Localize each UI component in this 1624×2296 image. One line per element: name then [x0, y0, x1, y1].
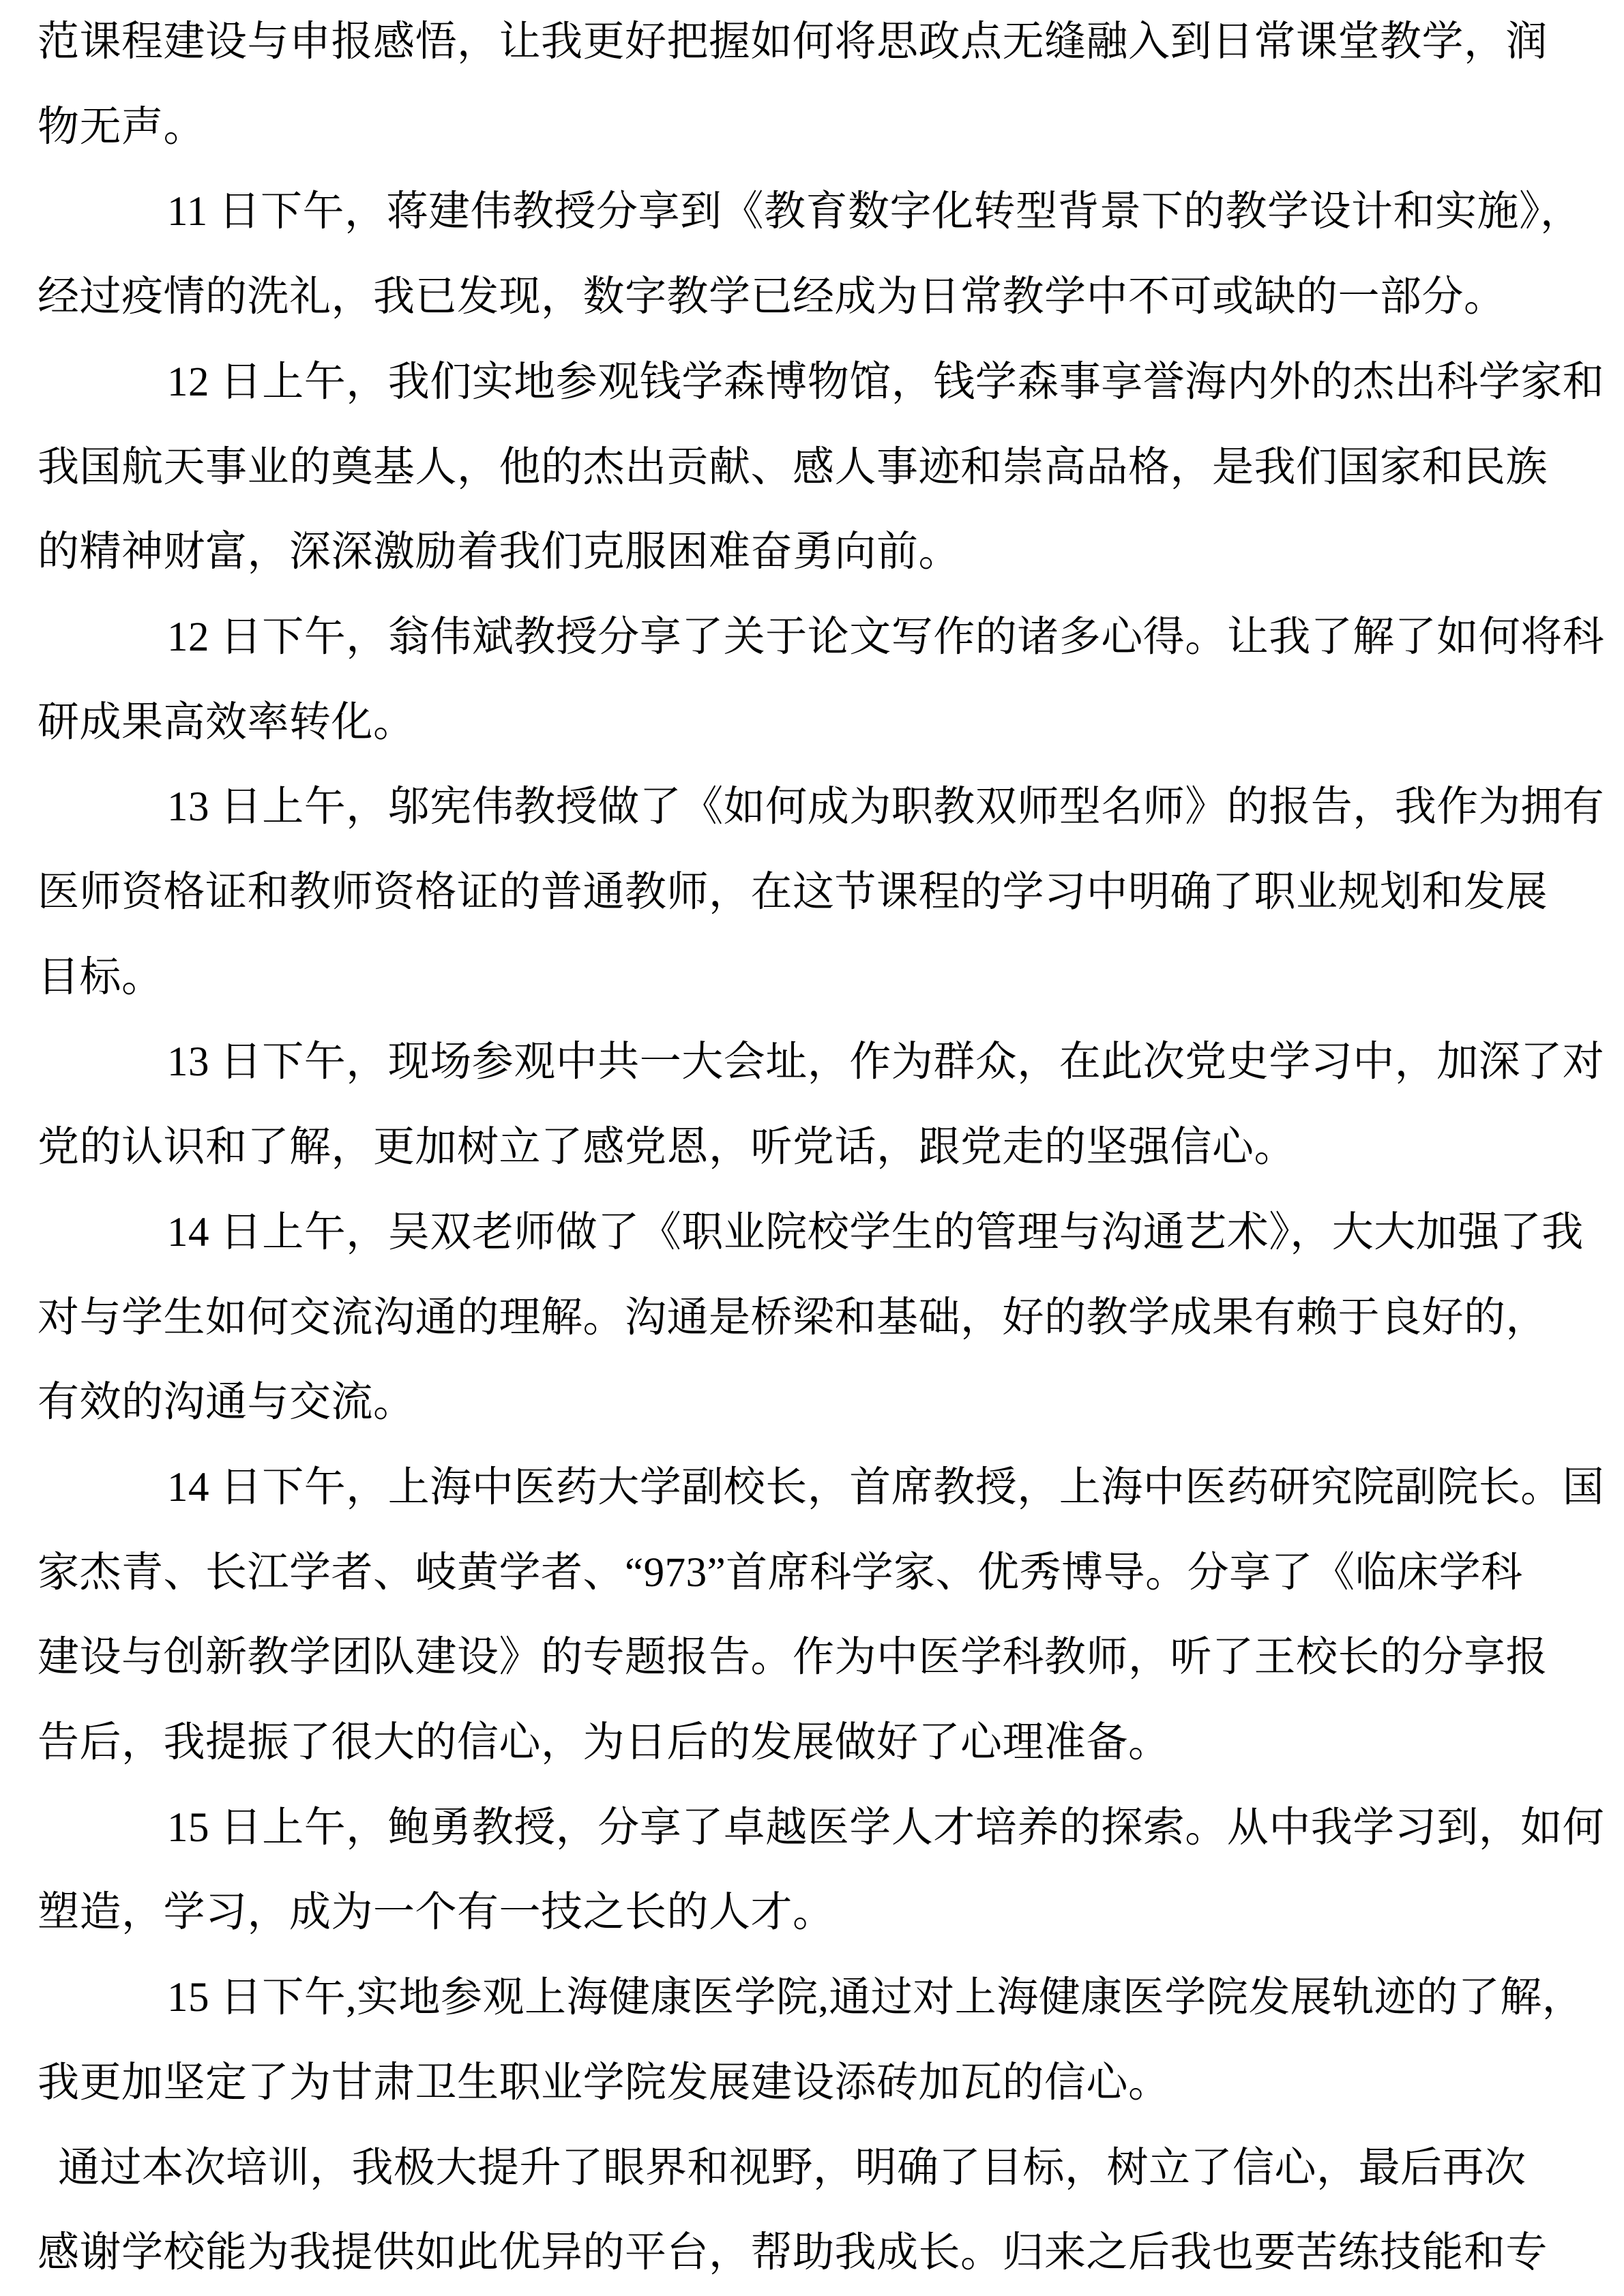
text-line: 15 日上午，鲍勇教授，分享了卓越医学人才培养的探索。从中我学习到，如何 — [167, 1804, 1605, 1851]
text-line: 物无声。 — [38, 104, 206, 150]
text-line: 我国航天事业的奠基人，他的杰出贡献、感人事迹和崇高品格，是我们国家和民族 — [38, 444, 1548, 490]
text-line: 研成果高效率转化。 — [38, 699, 415, 745]
text-line: 经过疫情的洗礼，我已发现，数字教学已经成为日常教学中不可或缺的一部分。 — [38, 274, 1506, 320]
text-line: 14 日下午，上海中医药大学副校长，首席教授，上海中医药研究院副院长。国 — [167, 1464, 1605, 1510]
text-line: 15 日下午,实地参观上海健康医学院,通过对上海健康医学院发展轨迹的了解， — [167, 1975, 1584, 2021]
text-line: 党的认识和了解，更加树立了感党恩，听党话，跟党走的坚强信心。 — [38, 1124, 1297, 1171]
text-line: 家杰青、长江学者、岐黄学者、“973”首席科学家、优秀博导。分享了《临床学科 — [38, 1549, 1523, 1596]
text-line: 建设与创新教学团队建设》的专题报告。作为中医学科教师，听了王校长的分享报 — [38, 1635, 1548, 1681]
text-line: 医师资格证和教师资格证的普通教师，在这节课程的学习中明确了职业规划和发展 — [38, 869, 1548, 916]
text-line: 我更加坚定了为甘肃卫生职业学院发展建设添砖加瓦的信心。 — [38, 2059, 1170, 2106]
text-line: 11 日下午，蒋建伟教授分享到《教育数字化转型背景下的教学设计和实施》， — [167, 189, 1582, 235]
document-text-block — [38, 0, 1605, 2296]
text-line: 目标。 — [38, 954, 164, 1000]
text-line: 有效的沟通与交流。 — [38, 1380, 415, 1426]
text-line: 感谢学校能为我提供如此优异的平台，帮助我成长。归来之后我也要苦练技能和专 — [38, 2230, 1548, 2276]
text-line: 13 日上午，邬宪伟教授做了《如何成为职教双师型名师》的报告，我作为拥有 — [167, 784, 1605, 831]
text-line: 塑造，学习，成为一个有一技之长的人才。 — [38, 1890, 835, 1936]
text-line: 告后，我提振了很大的信心，为日后的发展做好了心理准备。 — [38, 1720, 1170, 1766]
text-line: 范课程建设与申报感悟，让我更好把握如何将思政点无缝融入到日常课堂教学，润 — [38, 19, 1548, 65]
text-line: 通过本次培训，我极大提升了眼界和视野，明确了目标，树立了信心，最后再次 — [58, 2145, 1526, 2191]
text-line: 13 日下午，现场参观中共一大会址，作为群众，在此次党史学习中，加深了对 — [167, 1039, 1605, 1086]
text-line: 12 日下午，翁伟斌教授分享了关于论文写作的诸多心得。让我了解了如何将科 — [167, 614, 1605, 660]
text-line: 12 日上午，我们实地参观钱学森博物馆，钱学森事享誉海内外的杰出科学家和 — [167, 359, 1605, 405]
text-line: 14 日上午，吴双老师做了《职业院校学生的管理与沟通艺术》，大大加强了我 — [167, 1209, 1584, 1255]
text-line: 对与学生如何交流沟通的理解。沟通是桥梁和基础，好的教学成果有赖于良好的， — [38, 1294, 1548, 1341]
text-line: 的精神财富，深深激励着我们克服困难奋勇向前。 — [38, 529, 961, 576]
